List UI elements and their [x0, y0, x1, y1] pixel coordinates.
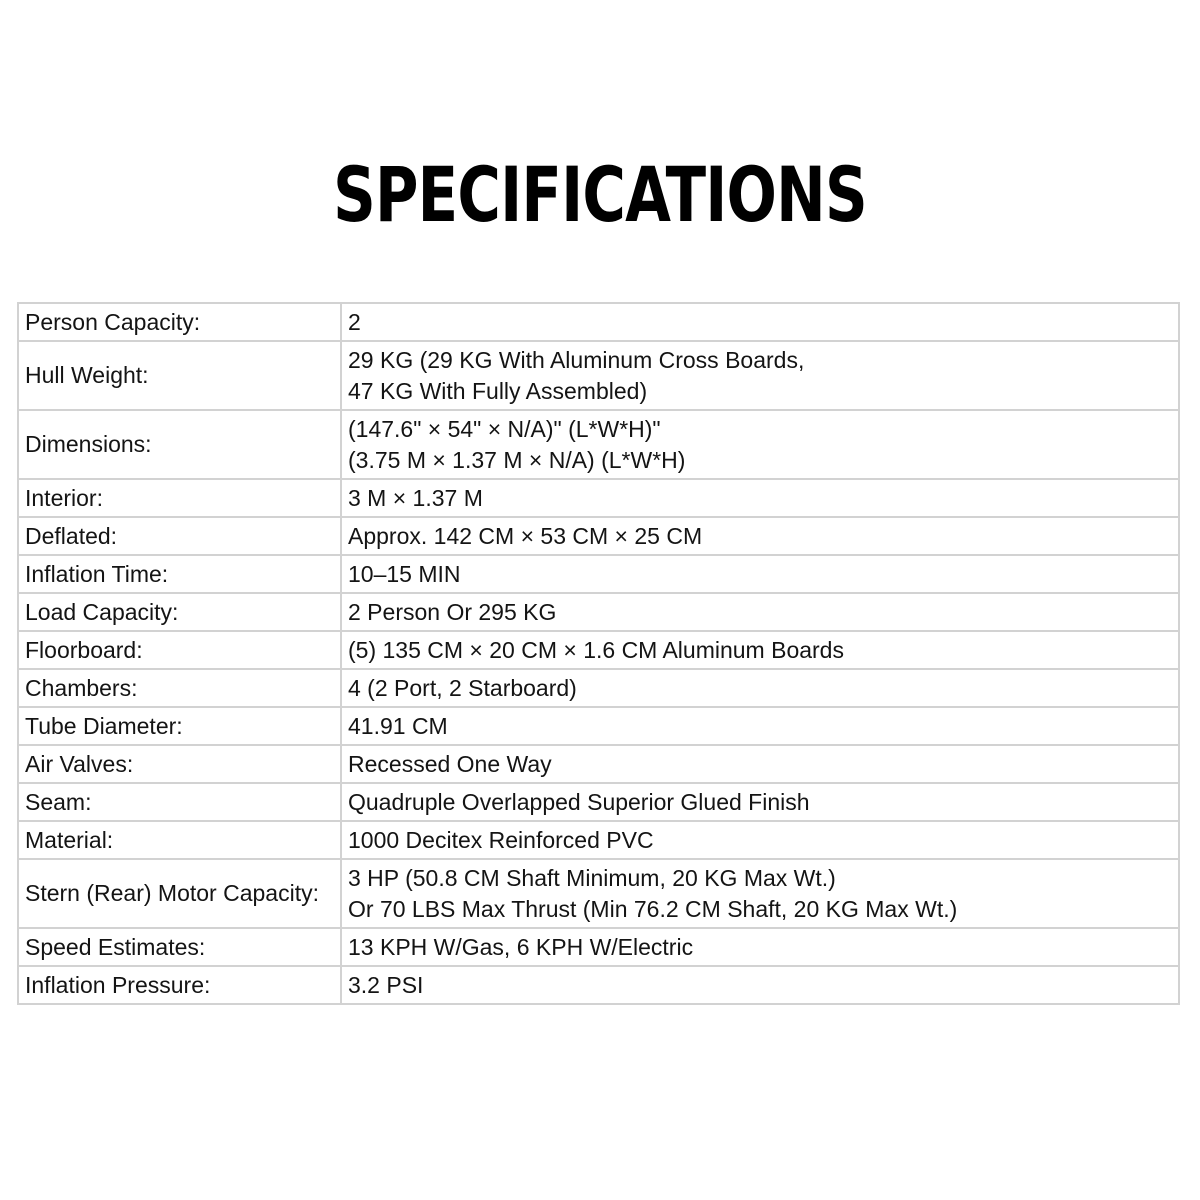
- spec-label: Tube Diameter:: [18, 707, 341, 745]
- spec-value: [341, 821, 1179, 859]
- spec-row: [18, 341, 1179, 410]
- spec-value-line: 47 KG With Fully Assembled): [348, 377, 648, 404]
- spec-value-line: 3 M × 1.37 M: [348, 484, 483, 511]
- spec-row: [18, 631, 1179, 669]
- spec-value: [341, 517, 1179, 555]
- spec-row: [18, 303, 1179, 341]
- spec-value-line: (147.6" × 54" × N/A)" (L*W*H)": [348, 415, 661, 442]
- spec-label: Floorboard:: [18, 631, 341, 669]
- spec-row: [18, 783, 1179, 821]
- spec-value-line: 41.91 CM: [348, 712, 448, 739]
- spec-row: [18, 966, 1179, 1004]
- spec-value: [341, 555, 1179, 593]
- spec-value: [341, 928, 1179, 966]
- spec-value: [341, 859, 1179, 928]
- spec-value-line: (5) 135 CM × 20 CM × 1.6 CM Aluminum Boards: [348, 636, 844, 663]
- spec-row: [18, 479, 1179, 517]
- spec-label: Person Capacity:: [18, 303, 341, 341]
- spec-value: [341, 783, 1179, 821]
- spec-value-line: 29 KG (29 KG With Aluminum Cross Boards,: [348, 346, 805, 373]
- spec-label: Inflation Time:: [18, 555, 341, 593]
- spec-value-line: 13 KPH W/Gas, 6 KPH W/Electric: [348, 933, 694, 960]
- spec-row: [18, 517, 1179, 555]
- spec-label: Air Valves:: [18, 745, 341, 783]
- spec-row: [18, 593, 1179, 631]
- spec-value: [341, 745, 1179, 783]
- spec-value: [341, 303, 1179, 341]
- spec-value-line: (3.75 M × 1.37 M × N/A) (L*W*H): [348, 446, 686, 473]
- spec-label: Chambers:: [18, 669, 341, 707]
- spec-value-line: 2 Person Or 295 KG: [348, 598, 557, 625]
- spec-label: Deflated:: [18, 517, 341, 555]
- spec-row: [18, 821, 1179, 859]
- spec-row: [18, 669, 1179, 707]
- spec-label: Material:: [18, 821, 341, 859]
- spec-value-line: 2: [348, 308, 361, 335]
- spec-row: [18, 859, 1179, 928]
- specifications-table: [17, 302, 1180, 1005]
- spec-label: Inflation Pressure:: [18, 966, 341, 1004]
- spec-value: [341, 593, 1179, 631]
- spec-value-line: 10–15 MIN: [348, 560, 461, 587]
- spec-value: [341, 341, 1179, 410]
- page-title: SPECIFICATIONS: [333, 150, 867, 239]
- spec-label: Stern (Rear) Motor Capacity:: [18, 859, 341, 928]
- spec-label: Interior:: [18, 479, 341, 517]
- spec-label: Speed Estimates:: [18, 928, 341, 966]
- spec-row: [18, 410, 1179, 479]
- spec-label: Dimensions:: [18, 410, 341, 479]
- spec-value-line: 1000 Decitex Reinforced PVC: [348, 826, 654, 853]
- spec-value: [341, 631, 1179, 669]
- spec-value-line: 4 (2 Port, 2 Starboard): [348, 674, 577, 701]
- specifications-table-body: [18, 303, 1179, 1004]
- spec-row: [18, 745, 1179, 783]
- spec-value: [341, 479, 1179, 517]
- spec-value: [341, 410, 1179, 479]
- spec-label: Seam:: [18, 783, 341, 821]
- spec-label: Hull Weight:: [18, 341, 341, 410]
- spec-value-line: Approx. 142 CM × 53 CM × 25 CM: [348, 522, 703, 549]
- spec-value: [341, 669, 1179, 707]
- spec-value-line: Quadruple Overlapped Superior Glued Finish: [348, 788, 810, 815]
- spec-row: [18, 928, 1179, 966]
- spec-value: [341, 966, 1179, 1004]
- spec-value: [341, 707, 1179, 745]
- spec-value-line: Or 70 LBS Max Thrust (Min 76.2 CM Shaft, 20 KG Max Wt.): [348, 895, 958, 922]
- spec-row: [18, 707, 1179, 745]
- spec-label: Load Capacity:: [18, 593, 341, 631]
- spec-value-line: Recessed One Way: [348, 750, 552, 777]
- spec-row: [18, 555, 1179, 593]
- spec-value-line: 3.2 PSI: [348, 971, 424, 998]
- spec-value-line: 3 HP (50.8 CM Shaft Minimum, 20 KG Max Wt.): [348, 864, 836, 891]
